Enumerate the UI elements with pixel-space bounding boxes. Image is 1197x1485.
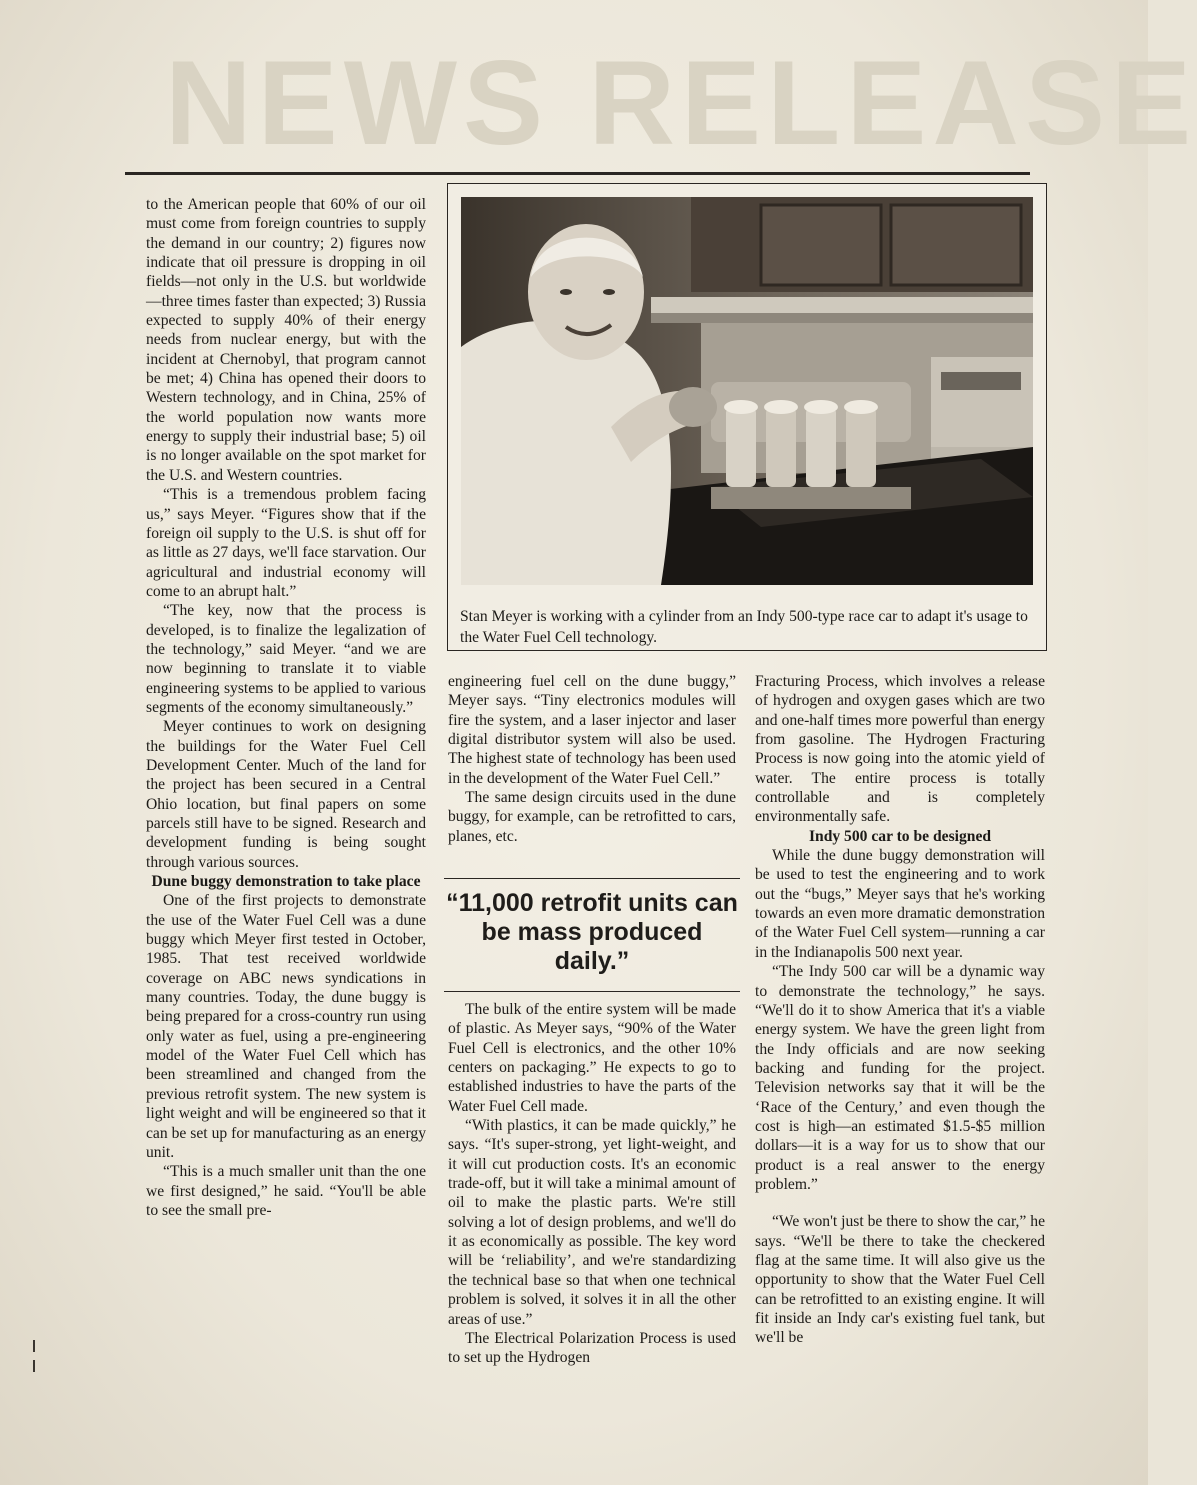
paragraph: Fracturing Process, which involves a release of hydrogen and oxygen gases which are two and one-half times more powerful than energy from gasoline. The Hydrogen Fracturing Process is now going into the atomic yield of water. The entire process is totally controllable and is completely environmentally safe.: [755, 673, 1045, 826]
paragraph: “The key, now that the process is developed, is to finalize the legalization of the technology,” said Meyer. “and we are now beginning to translate it to viable engineering systems to be applied to various segments of the economy simultaneously.”: [146, 602, 426, 716]
paragraph: “We won't just be there to show the car,” he says. “We'll be there to take the checkered flag at the same time. It will also give us the opportunity to show that the Water Fuel Cell can be retrofitted to an existing engine. It will fit inside an Indy car's existing fuel tank, but we'll be: [755, 1213, 1045, 1347]
article-column-2-bottom: [448, 1000, 736, 1368]
paragraph: While the dune buggy demonstration will be used to test the engineering and to work out the “bugs,” Meyer says that he's working towards an even more dramatic demonstration of the Water Fuel Cell system—running a car in the Indianapolis 500 next year.: [755, 847, 1045, 961]
paragraph: One of the first projects to demonstrate the use of the Water Fuel Cell was a dune buggy which Meyer first tested in October, 1985. That test received worldwide coverage on ABC news syndications in many countries. Today, the dune buggy is being prepared for a cross-country run using only water as fuel, using a pre-engineering model of the Water Fuel Cell which has been streamlined and changed from the previous retrofit system. The new system is light weight and will be engineered so that it can be set up for manufacturing as an energy unit.: [146, 892, 426, 1161]
paragraph: Meyer continues to work on designing the buildings for the Water Fuel Cell Development Center. Much of the land for the project has been secured in a Central Ohio location, but final papers on some parcels still have to be signed. Research and development funding is being sought through various sources.: [146, 718, 426, 871]
photo-caption: Stan Meyer is working with a cylinder from an Indy 500-type race car to adapt it's usage to the Water Fuel Cell technology.: [460, 608, 1028, 646]
paragraph: “With plastics, it can be made quickly,” he says. “It's super-strong, yet light-weight, and it will cut production costs. It's an economic trade-off, but it will take a minimal amount of oil to make the plastic parts. We're still solving a lot of design problems, and we'll do it as economically as possible. The key word will be ‘reliability’, and we're standardizing the technical base so that when one technical problem is solved, it solves it in all the other areas of use.”: [448, 1117, 736, 1328]
paragraph: engineering fuel cell on the dune buggy,” Meyer says. “Tiny electronics modules will fire the system, and a laser injector and laser digital distributor system will also be used. The highest state of technology has been used in the development of the Water Fuel Cell.”: [448, 673, 736, 787]
paragraph: The same design circuits used in the dune buggy, for example, can be retrofitted to cars, planes, etc.: [448, 789, 736, 845]
header-rule: [125, 172, 1030, 175]
paragraph: “The Indy 500 car will be a dynamic way to demonstrate the technology,” he says. “We'll do it to show America that it's a viable energy system. We have the green light from the Indy officials and are now seeking backing and funding for the project. Television networks say that it will be the ‘Race of the Century,’ and even though the cost is high—an estimated $1.5-$5 million dollars—it is a way for us to show that our product is a real answer to the energy problem.”: [755, 963, 1045, 1193]
pull-quote-box: [444, 878, 740, 992]
masthead-faded: NEWS RELEASE: [165, 36, 1197, 170]
paragraph: The bulk of the entire system will be made of plastic. As Meyer says, “90% of the Water Fuel Cell is electronics, and the other 10% centers on packaging.” He expects to go to established industries to have the parts of the Water Fuel Cell made.: [448, 1001, 736, 1115]
paragraph: to the American people that 60% of our oil must come from foreign countries to supply the demand in our country; 2) figures now indicate that oil pressure is dropping in oil fields—not only in the U.S. but worldwide—three times faster than expected; 3) Russia expected to supply 40% of their energy needs from nuclear energy, but with the incident at Chernobyl, that program cannot be met; 4) China has opened their doors to Western technology, and in China, 25% of the world population now wants more energy to supply their industrial base; 5) oil is no longer available on the spot market for the U.S. and Western countries.: [146, 196, 426, 484]
photo-frame: [447, 183, 1047, 651]
subheading-indy-500: Indy 500 car to be designed: [808, 827, 992, 845]
photo-stan-meyer: [461, 197, 1033, 585]
binding-mark: [33, 1360, 35, 1372]
article-column-1: [146, 195, 426, 1220]
article-column-2-top: [448, 672, 736, 846]
paragraph: “This is a tremendous problem facing us,” says Meyer. “Figures show that if the foreign oil supply to the U.S. is shut off for as little as 27 days, we'll face starvation. Our agricultural and industrial economy will come to an abrupt halt.”: [146, 486, 426, 600]
binding-mark: [33, 1340, 35, 1352]
article-column-3: [755, 672, 1045, 1348]
paragraph: The Electrical Polarization Process is used to set up the Hydrogen: [448, 1329, 736, 1367]
paragraph: “This is a much smaller unit than the one we first designed,” he said. “You'll be able to see the small pre-: [146, 1163, 426, 1219]
pull-quote: “11,000 retrofit units can be mass produced daily.”: [446, 889, 738, 975]
subheading-dune-buggy: Dune buggy demonstration to take place: [151, 873, 421, 891]
